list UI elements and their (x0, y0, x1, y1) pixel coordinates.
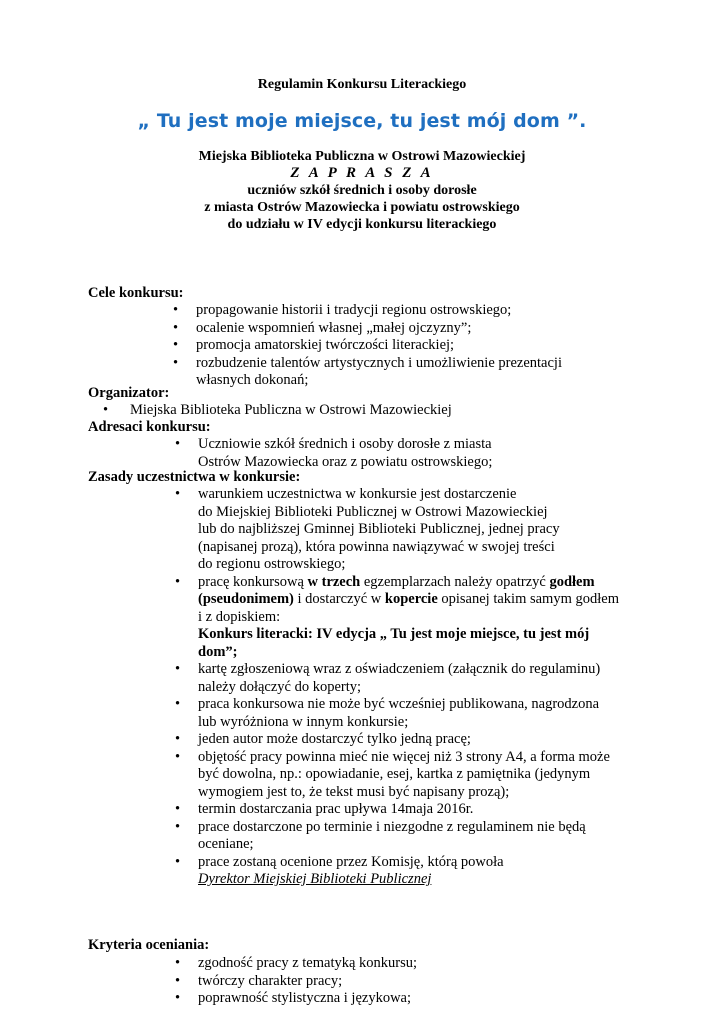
list-item-line: do Miejskiej Biblioteki Publicznej w Ostrowi Mazowieckiej (198, 503, 548, 520)
list-item-line: lub wyróżniona w innym konkursie; (198, 713, 409, 730)
text-run-bold: godłem (549, 573, 595, 590)
list-item: • twórczy charakter pracy; (172, 973, 724, 991)
list-item (172, 854, 724, 889)
text-run: opisanej takim samym godłem (437, 591, 619, 607)
zasady-list (172, 486, 724, 889)
invitation-line-organizer: Miejska Biblioteka Publiczna w Ostrowi Mazowieckiej (198, 149, 526, 164)
invitation-line-audience: uczniów szkół średnich i osoby dorosłe (247, 183, 477, 198)
list-item-line: lub do najbliższej Gminnej Biblioteki Publicznej, jednej pracy (198, 521, 560, 537)
list-item-line: prace zostaną ocenione przez Komisję, którą powoła (198, 853, 504, 870)
list-item-line: być dowolna, np.: opowiadanie, esej, kartka z pamiętnika (jedynym (198, 766, 591, 782)
section-adresaci (0, 436, 724, 471)
invitation-line-zaprasza: Z A P R A S Z A (290, 165, 434, 181)
list-item-line: praca konkursowa nie może być wcześniej publikowana, nagrodzona (198, 696, 600, 712)
text-run-bold: kopercie (384, 591, 438, 607)
list-item (172, 749, 724, 802)
text-run-bold: w trzech (307, 573, 361, 590)
list-item: • zgodność pracy z tematyką konkursu; (172, 955, 724, 973)
list-item-line: (napisanej prozą), która powinna nawiązywać w swojej treści (198, 538, 555, 555)
list-item-line: Uczniowie szkół średnich i osoby dorosłe z miasta (198, 436, 492, 452)
list-item (172, 436, 724, 471)
list-item-line: kartę zgłoszeniową wraz z oświadczeniem (załącznik do regulaminu) (198, 661, 601, 677)
list-item-line: do regionu ostrowskiego; (198, 556, 346, 572)
list-item: • poprawność stylistyczna i językowa; (172, 990, 724, 1008)
section-heading-cele: Cele konkursu: (88, 285, 184, 301)
invitation-line-edition: do udziału w IV edycji konkursu literackiego (227, 217, 497, 232)
text-run: egzemplarzach należy opatrzyć (360, 573, 550, 590)
section-heading-kryteria: Kryteria oceniania: (88, 937, 210, 953)
list-item-line: własnych dokonań; (196, 372, 309, 388)
list-item (172, 696, 724, 731)
contest-slogan: „ Tu jest moje miejsce, tu jest mój dom ”. (137, 110, 587, 132)
section-zasady (0, 486, 724, 889)
section-heading-adresaci: Adresaci konkursu: (88, 419, 211, 435)
text-run: i dostarczyć w (293, 591, 385, 607)
text-run-bold: dom”; (198, 643, 238, 660)
list-item (172, 486, 724, 574)
organizator-list (100, 402, 724, 420)
document-title: Regulamin Konkursu Literackiego (257, 77, 467, 92)
list-item: • termin dostarczania prac upływa 14maja 2016r. (172, 801, 724, 819)
list-item: • Miejska Biblioteka Publiczna w Ostrowi Mazowieckiej (100, 402, 724, 420)
list-item-line: Dyrektor Miejskiej Biblioteki Publicznej (198, 871, 432, 887)
adresaci-list (172, 436, 724, 471)
invitation-block (0, 148, 724, 233)
section-heading-zasady: Zasady uczestnictwa w konkursie: (88, 469, 301, 485)
list-item-line: prace dostarczone po terminie i niezgodne z regulaminem nie będą (198, 818, 586, 835)
list-item (170, 355, 724, 390)
text-run-bold: Konkurs literacki: IV edycja „ Tu jest moje miejsce, tu jest mój (198, 626, 590, 642)
section-heading-organizator: Organizator: (88, 385, 170, 401)
list-item (172, 574, 724, 662)
list-item-line: Ostrów Mazowiecka oraz z powiatu ostrowskiego; (198, 453, 493, 470)
text-run-bold: (pseudonimem) (198, 591, 294, 607)
list-item: • propagowanie historii i tradycji regionu ostrowskiego; (170, 302, 724, 320)
list-item: • ocalenie wspomnień własnej „małej ojczyzny”; (170, 320, 724, 338)
list-item-line: objętość pracy powinna mieć nie więcej niż 3 strony A4, a forma może (198, 748, 610, 765)
list-item: • promocja amatorskiej twórczości literackiej; (170, 337, 724, 355)
kryteria-list (172, 955, 724, 1008)
section-cele (0, 302, 724, 390)
text-run: i z dopiskiem: (198, 608, 281, 625)
section-organizator (0, 402, 724, 420)
section-kryteria (0, 955, 724, 1008)
list-item (172, 661, 724, 696)
text-run: pracę konkursową (198, 573, 308, 590)
list-item (172, 819, 724, 854)
cele-list (170, 302, 724, 390)
invitation-line-region: z miasta Ostrów Mazowiecka i powiatu ostrowskiego (204, 200, 520, 215)
list-item: • jeden autor może dostarczyć tylko jedną pracę; (172, 731, 724, 749)
list-item-line: oceniane; (198, 836, 254, 852)
list-item-line: rozbudzenie talentów artystycznych i umożliwienie prezentacji (196, 354, 562, 371)
list-item-line: wymogiem jest to, że tekst musi być napisany prozą); (198, 783, 510, 800)
list-item-line: należy dołączyć do koperty; (198, 678, 362, 695)
list-item-line: warunkiem uczestnictwa w konkursie jest dostarczenie (198, 486, 517, 502)
